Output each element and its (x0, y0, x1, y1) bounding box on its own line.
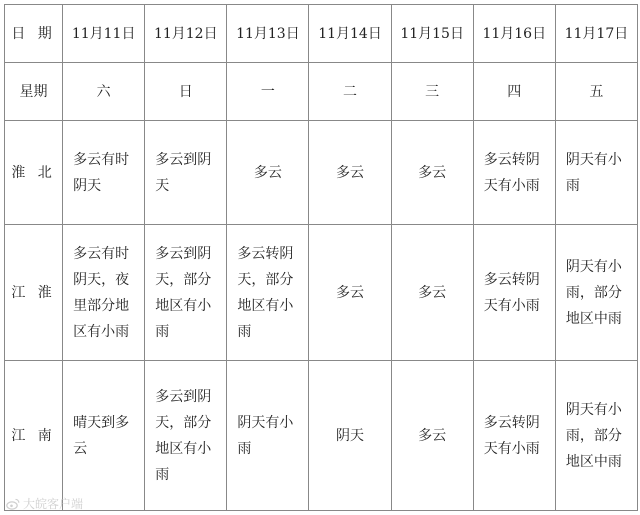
forecast-cell: 多云到阴 天，部分 地区有小 雨 (145, 225, 227, 361)
weekday-label: 星期 (5, 63, 63, 121)
date-cell: 11月15日 (391, 5, 473, 63)
weekday-cell: 五 (555, 63, 637, 121)
forecast-cell: 阴天有小 雨 (227, 361, 309, 511)
weekday-cell: 二 (309, 63, 391, 121)
date-header-row (5, 5, 638, 63)
date-cell: 11月12日 (145, 5, 227, 63)
forecast-cell: 阴天有小 雨，部分 地区中雨 (555, 361, 637, 511)
date-cell: 11月17日 (555, 5, 637, 63)
forecast-cell: 多云有时 阴天 (63, 121, 145, 225)
date-header-label: 日 期 (5, 5, 63, 63)
forecast-cell: 多云 (309, 225, 391, 361)
watermark (6, 495, 83, 512)
forecast-cell: 多云 (391, 361, 473, 511)
weekday-cell: 三 (391, 63, 473, 121)
weibo-logo-icon (6, 498, 20, 510)
forecast-cell: 多云到阴 天 (145, 121, 227, 225)
forecast-cell: 多云转阴 天，部分 地区有小 雨 (227, 225, 309, 361)
forecast-cell: 多云有时 阴天，夜 里部分地 区有小雨 (63, 225, 145, 361)
forecast-cell: 多云到阴 天，部分 地区有小 雨 (145, 361, 227, 511)
region-row-jianghuai (5, 225, 638, 361)
weekday-row (5, 63, 638, 121)
watermark-text: 大皖客户端 (23, 497, 84, 511)
forecast-cell: 多云 (227, 121, 309, 225)
region-row-huaibei (5, 121, 638, 225)
forecast-cell: 多云转阴 天有小雨 (473, 225, 555, 361)
forecast-cell: 多云 (309, 121, 391, 225)
forecast-cell: 多云 (391, 225, 473, 361)
region-label: 江 淮 (5, 225, 63, 361)
weekday-cell: 四 (473, 63, 555, 121)
forecast-cell: 多云转阴 天有小雨 (473, 121, 555, 225)
forecast-cell: 阴天有小 雨 (555, 121, 637, 225)
region-label: 江 南 (5, 361, 63, 511)
date-cell: 11月11日 (63, 5, 145, 63)
forecast-cell: 多云转阴 天有小雨 (473, 361, 555, 511)
region-label: 淮 北 (5, 121, 63, 225)
weekday-cell: 日 (145, 63, 227, 121)
region-row-jiangnan (5, 361, 638, 511)
forecast-cell: 晴天到多 云 (63, 361, 145, 511)
date-cell: 11月14日 (309, 5, 391, 63)
forecast-cell: 多云 (391, 121, 473, 225)
date-cell: 11月13日 (227, 5, 309, 63)
weekday-cell: 六 (63, 63, 145, 121)
date-cell: 11月16日 (473, 5, 555, 63)
weather-forecast-table (4, 4, 638, 511)
weekday-cell: 一 (227, 63, 309, 121)
forecast-cell: 阴天有小 雨，部分 地区中雨 (555, 225, 637, 361)
forecast-cell: 阴天 (309, 361, 391, 511)
